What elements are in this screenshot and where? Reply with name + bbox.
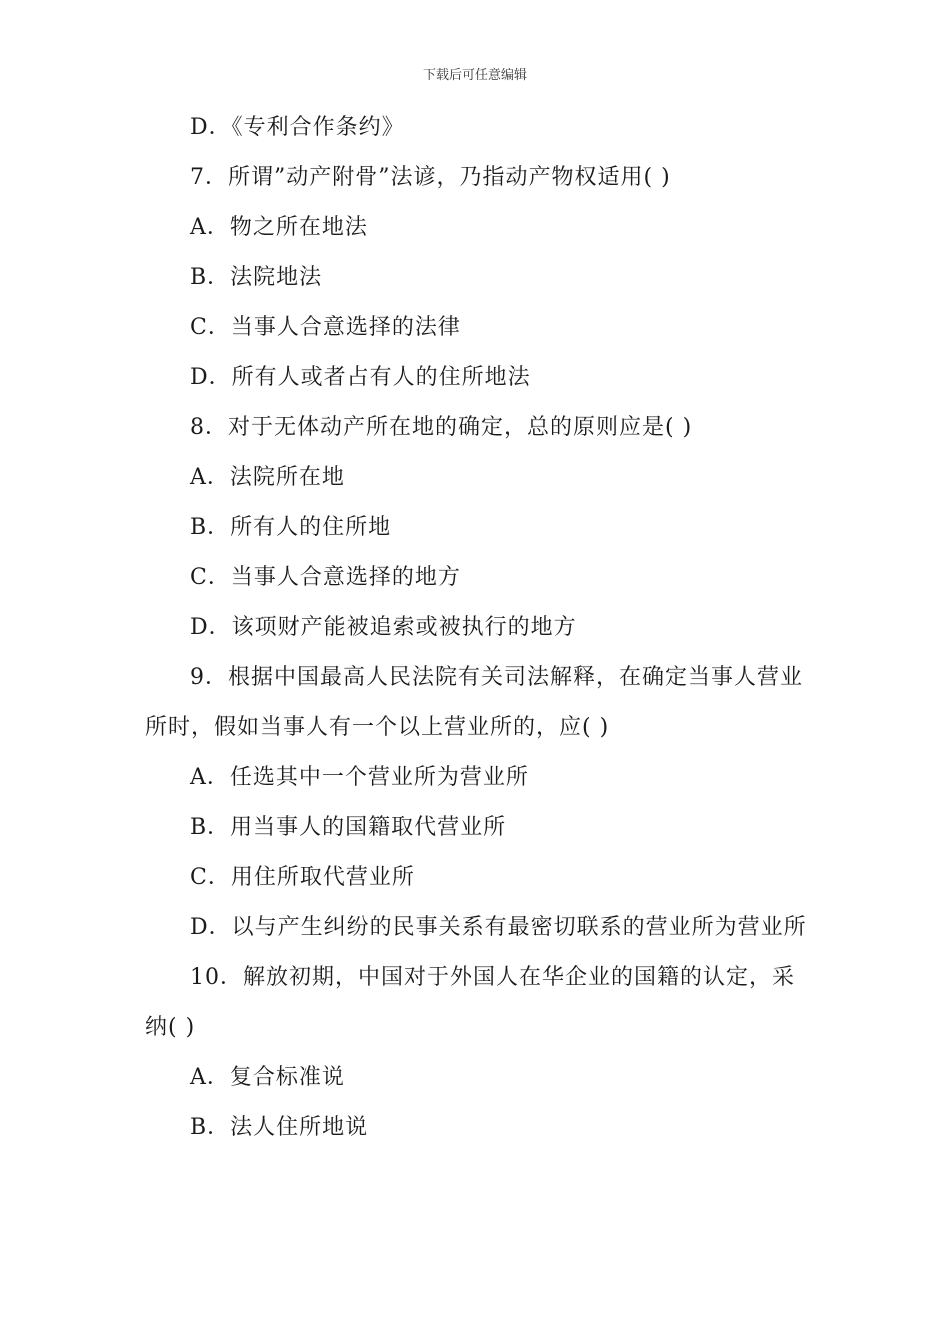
- option-d-q7: D．所有人或者占有人的住所地法: [190, 365, 531, 390]
- question-10-line-2: 纳( ): [145, 1015, 196, 1040]
- question-10-line-1: 10．解放初期，中国对于外国人在华企业的国籍的认定，采: [190, 965, 795, 990]
- option-d-q9: D．以与产生纠纷的民事关系有最密切联系的营业所为营业所: [190, 915, 807, 940]
- option-c-q9: C．用住所取代营业所: [190, 865, 415, 890]
- option-b-q7: B．法院地法: [190, 265, 323, 290]
- option-b-q9: B．用当事人的国籍取代营业所: [190, 815, 507, 840]
- page-header-note: 下载后可任意编辑: [422, 68, 527, 83]
- option-a-q9: A．任选其中一个营业所为营业所: [190, 765, 529, 790]
- option-d-q8: D．该项财产能被追索或被执行的地方: [190, 615, 577, 640]
- option-c-q8: C．当事人合意选择的地方: [190, 565, 461, 590]
- option-a-q7: A．物之所在地法: [190, 215, 368, 240]
- option-a-q8: A．法院所在地: [190, 465, 345, 490]
- option-b-q10: B．法人住所地说: [190, 1115, 369, 1140]
- option-a-q10: A．复合标准说: [190, 1065, 345, 1090]
- option-d-q6: D．《专利合作条约》: [190, 115, 405, 140]
- question-7: 7．所谓”动产附骨”法谚，乃指动产物权适用( ): [190, 165, 671, 190]
- option-b-q8: B．所有人的住所地: [190, 515, 392, 540]
- option-c-q7: C．当事人合意选择的法律: [190, 315, 461, 340]
- question-9-line-1: 9．根据中国最高人民法院有关司法解释，在确定当事人营业: [190, 665, 803, 690]
- question-9-line-2: 所时，假如当事人有一个以上营业所的，应( ): [145, 715, 610, 740]
- question-8: 8．对于无体动产所在地的确定，总的原则应是( ): [190, 415, 693, 440]
